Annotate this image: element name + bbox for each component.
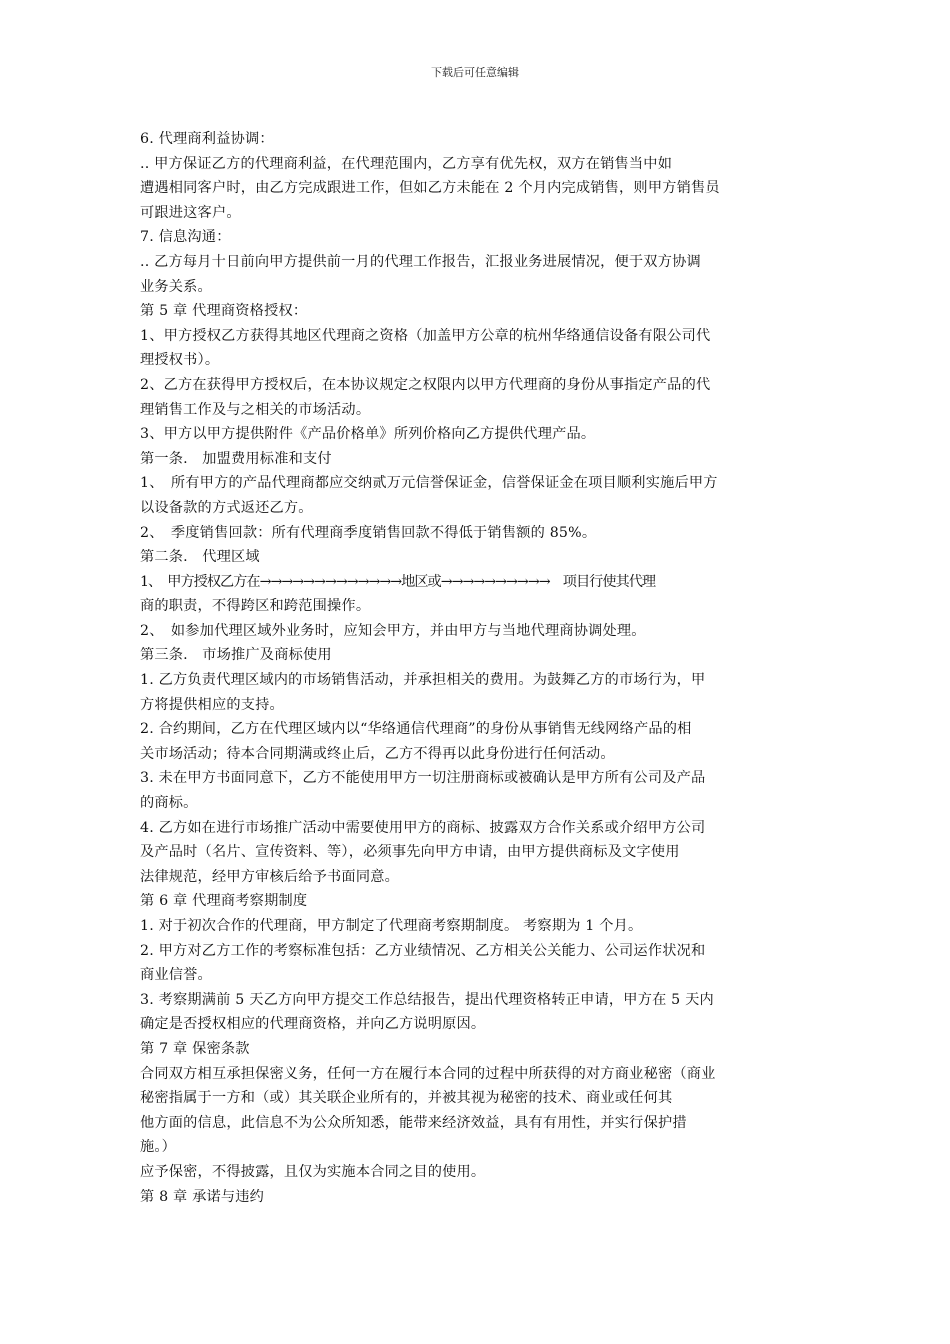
text-line: 1、 所有甲方的产品代理商都应交纳贰万元信誉保证金，信誉保证金在项目顺利实施后甲方 <box>140 475 718 492</box>
text-line: 2、 季度销售回款：所有代理商季度销售回款不得低于销售额的 85%。 <box>140 524 597 541</box>
text-line: 1. 对于初次合作的代理商，甲方制定了代理商考察期制度。 考察期为 1 个月。 <box>140 918 643 934</box>
section-heading: 第一条. 加盟费用标准和支付 <box>140 450 332 467</box>
text-line: 合同双方相互承担保密义务，任何一方在履行本合同的过程中所获得的对方商业秘密（商业 <box>140 1065 716 1082</box>
section-heading: 第 7 章 保密条款 <box>140 1040 250 1057</box>
text-line: 2、 如参加代理区域外业务时，应知会甲方，并由甲方与当地代理商协调处理。 <box>140 622 646 639</box>
text-line: 6. 代理商利益协调： <box>140 131 274 147</box>
text-line: 2、乙方在获得甲方授权后，在本协议规定之权限内以甲方代理商的身份从事指定产品的代 <box>140 376 711 393</box>
page-header-note: 下载后可任意编辑 <box>431 66 519 79</box>
text-line: 法律规范，经甲方审核后给予书面同意。 <box>140 868 399 885</box>
text-line: 7. 信息沟通： <box>140 229 231 246</box>
text-line: 可跟进这客户。 <box>140 204 241 221</box>
text-line: 施。） <box>140 1139 177 1156</box>
text-line: 商的职责，不得跨区和跨范围操作。 <box>140 598 371 615</box>
document-body <box>140 127 812 1209</box>
section-heading: 第三条. 市场推广及商标使用 <box>140 647 332 664</box>
text-line: 他方面的信息，此信息不为公众所知悉，能带来经济效益，具有有用性，并实行保护措 <box>140 1114 687 1131</box>
text-line: 理销售工作及与之相关的市场活动。 <box>140 401 371 418</box>
section-heading: 第 5 章 代理商资格授权： <box>140 303 308 320</box>
text-line: 理授权书）。 <box>140 352 220 369</box>
text-line: .. 乙方每月十日前向甲方提供前一月的代理工作报告，汇报业务进展情况，便于双方协调 <box>140 253 701 270</box>
text-line: 3. 考察期满前 5 天乙方向甲方提交工作总结报告，提出代理资格转正申请，甲方在 5 天内 <box>140 991 714 1008</box>
text-line: 1、 甲方授权乙方在→→→→→→→→→→→→→地区或→→→→→→→→→→ 项目行使其代理 <box>140 573 656 590</box>
text-line: 3. 未在甲方书面同意下，乙方不能使用甲方一切注册商标或被确认是甲方所有公司及产品 <box>140 770 706 787</box>
text-line: 方将提供相应的支持。 <box>140 696 284 713</box>
text-line: 遭遇相同客户时，由乙方完成跟进工作，但如乙方未能在 2 个月内完成销售，则甲方销售员 <box>140 180 720 197</box>
text-line: 的商标。 <box>140 795 198 812</box>
section-heading: 第 8 章 承诺与违约 <box>140 1188 265 1205</box>
text-line: 3、甲方以甲方提供附件《产品价格单》所列价格向乙方提供代理产品。 <box>140 426 596 443</box>
text-line: 以设备款的方式返还乙方。 <box>140 499 313 516</box>
text-line: 关市场活动；待本合同期满或终止后，乙方不得再以此身份进行任何活动。 <box>140 745 615 762</box>
text-line: 4. 乙方如在进行市场推广活动中需要使用甲方的商标、披露双方合作关系或介绍甲方公司 <box>140 819 706 836</box>
text-line: 秘密指属于一方和（或）其关联企业所有的，并被其视为秘密的技术、商业或任何其 <box>140 1090 673 1107</box>
section-heading: 第二条. 代理区域 <box>140 549 260 566</box>
text-line: .. 甲方保证乙方的代理商利益，在代理范围内，乙方享有优先权，双方在销售当中如 <box>140 155 673 172</box>
text-line: 及产品时（名片、宣传资料、等），必须事先向甲方申请，由甲方提供商标及文字使用 <box>140 844 680 861</box>
text-line: 业务关系。 <box>140 278 212 295</box>
text-line: 1. 乙方负责代理区域内的市场销售活动，并承担相关的费用。为鼓舞乙方的市场行为，甲 <box>140 672 706 689</box>
text-line: 应予保密，不得披露，且仅为实施本合同之目的使用。 <box>140 1163 486 1180</box>
text-line: 确定是否授权相应的代理商资格，并向乙方说明原因。 <box>140 1016 486 1033</box>
section-heading: 第 6 章 代理商考察期制度 <box>140 893 308 910</box>
text-line: 1、甲方授权乙方获得其地区代理商之资格（加盖甲方公章的杭州华络通信设备有限公司代 <box>140 327 711 344</box>
text-line: 2. 甲方对乙方工作的考察标准包括：乙方业绩情况、乙方相关公关能力、公司运作状况和 <box>140 942 706 959</box>
text-line: 2. 合约期间，乙方在代理区域内以“华络通信代理商”的身份从事销售无线网络产品的相 <box>140 721 692 738</box>
text-line: 商业信誉。 <box>140 967 212 984</box>
